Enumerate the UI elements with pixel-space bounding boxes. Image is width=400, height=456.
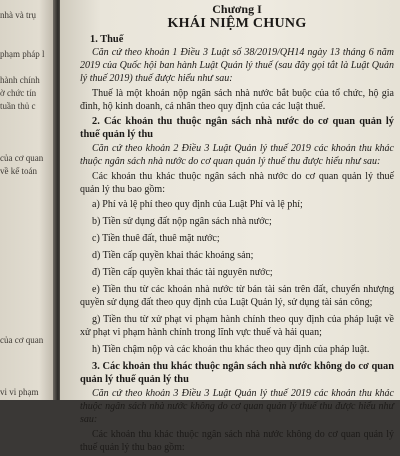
section-2-intro: Các khoản thu khác thuộc ngân sách nhà nước do cơ quan quản lý thuế quản lý thu bao gồm: [80,171,394,195]
chapter-title: KHÁI NIỆM CHUNG [167,16,307,31]
list-item: đ) Tiền cấp quyền khai thác tài nguyên nước; [92,267,273,278]
previous-page-edge [0,0,56,400]
section-2-list [80,198,394,356]
previous-page-text-fragment: tuần thủ c [0,101,36,111]
section-1-definition: Thuế là một khoản nộp ngân sách nhà nước bắt buộc của tổ chức, hộ gia đình, hộ kinh doanh, cá nhân theo quy định của các luật thuế. [80,88,394,112]
list-item: d) Tiền cấp quyền khai thác khoáng sản; [92,250,254,261]
list-item: a) Phí và lệ phí theo quy định của Luật Phí và lệ phí; [92,199,303,210]
previous-page-text-fragment: của cơ quan [0,153,44,163]
previous-page-text-fragment: phạm pháp l [0,49,45,59]
chapter-label: Chương I [212,2,262,16]
previous-page-text-fragment: về kế toán [0,166,37,176]
section-3-intro: Các khoản thu khác thuộc ngân sách nhà nước không do cơ quan quản lý thuế quản lý thu bao gồm: [80,429,394,453]
section-1-heading: 1. Thuế [90,34,124,45]
previous-page-text-fragment: nhà và trụ [0,10,36,20]
previous-page-text-fragment: ờ chức tín [0,88,37,98]
document-page [60,0,400,453]
previous-page-text-fragment: của cơ quan [0,335,44,345]
previous-page-text-fragment: vi vi phạm [0,387,39,397]
section-2-heading: 2. Các khoản thu thuộc ngân sách nhà nước do cơ quan quản lý thuế quản lý thu [80,116,394,140]
section-1-legal-basis: Căn cứ theo khoản 1 Điều 3 Luật số 38/2019/QH14 ngày 13 tháng 6 năm 2019 của Quốc hội ban hành Luật Quản lý thuế (sau đây gọi tắt là Luật Quản lý thuế 2019) thuế được hiểu như sau: [80,47,394,84]
previous-page-text-fragment: hành chính [0,75,40,85]
list-item: h) Tiền chậm nộp và các khoản thu khác theo quy định của pháp luật. [92,344,370,355]
list-item: c) Tiền thuê đất, thuê mặt nước; [92,233,220,244]
section-2-legal-basis: Căn cứ theo khoản 2 Điều 3 Luật Quản lý thuế 2019 các khoản thu khác thuộc ngân sách nhà nước do cơ quan quản lý thuế thu được hiểu như sau: [80,143,394,167]
section-3-heading: 3. Các khoản thu khác thuộc ngân sách nhà nước không do cơ quan quản lý thuế quản lý thu [80,361,394,385]
list-item: b) Tiền sử dụng đất nộp ngân sách nhà nước; [92,216,272,227]
list-item: g) Tiền thu từ xử phạt vi phạm hành chính theo quy định của pháp luật về xử phạt vi phạm hành chính trong lĩnh vực thuế và hải quan; [80,314,394,338]
section-3-legal-basis: Căn cứ theo khoản 3 Điều 3 Luật Quản lý thuế 2019 các khoản thu khác thuộc ngân sách nhà nước không do cơ quan quản lý thuế thu được hiểu như sau: [80,388,394,425]
list-item: e) Tiền thu từ các khoản nhà nước từ bán tài sản trên đất, chuyển nhượng quyền sử dụng đất theo quy định của Luật Quản lý, sử dụng tài sản công; [80,284,394,308]
page-content [80,0,394,456]
